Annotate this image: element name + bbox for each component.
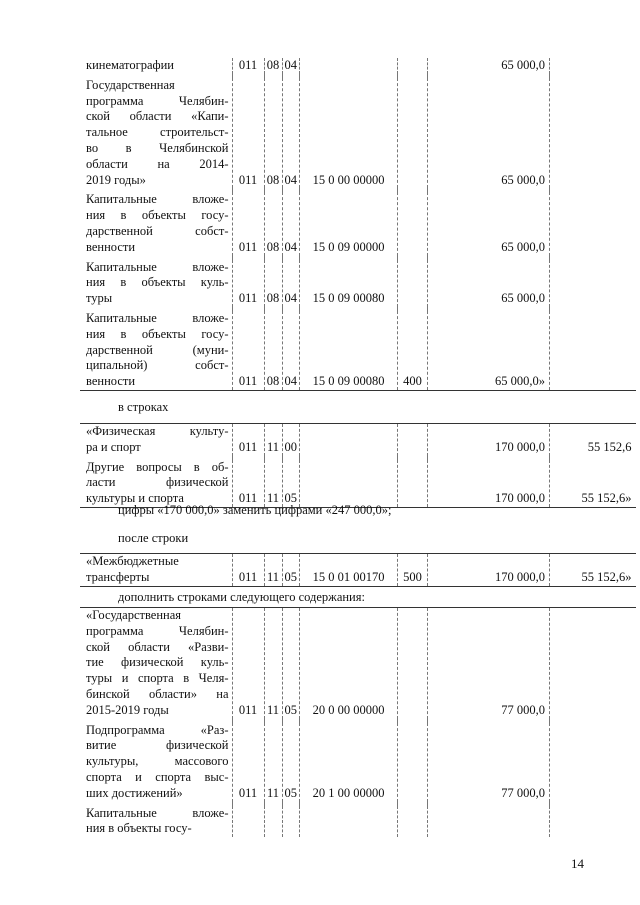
amount-cell: 170 000,0 [428,460,550,508]
row-name-line: тие физической куль- [86,655,229,670]
row-name-line: ших достижений» [86,785,183,800]
target-article-code: 15 0 09 00000 [300,192,398,255]
ministry-code: 011 [232,260,264,307]
row-name-line: Капитальные вложе- [86,805,229,820]
row-name-line: Подпрограмма «Раз- [86,722,229,737]
row-name-cell [80,554,232,587]
expense-type-code [398,806,428,838]
row-name-line: ласти физической [86,475,229,490]
row-name-line: трансферты [86,569,150,584]
ministry-code: 011 [232,608,264,719]
target-article-code: 15 0 09 00080 [300,311,398,390]
amount2-cell [550,78,636,189]
amount-cell: 77 000,0 [428,723,550,802]
row-name-line: дарственной собст- [86,223,229,238]
row-name-cell [80,608,232,719]
table-row [80,424,636,456]
row-name-cell [80,260,232,307]
row-name-line: тальное строительст- [86,125,229,140]
row-name-line: «Межбюджетные [86,554,179,568]
table-row [80,311,636,390]
subsection-code [282,806,300,838]
ministry-code [232,806,264,838]
caption-replace-figures: цифры «170 000,0» заменить цифрами «247 000,0»; [118,503,392,517]
section-code: 11 [264,608,282,719]
target-article-code [300,58,398,74]
row-name-line: ния в объекты госу- [86,821,192,836]
row-name-line: ской области «Капи- [86,109,229,124]
table-row [80,192,636,255]
target-article-code [300,806,398,838]
expense-type-code: 500 [398,554,428,587]
row-name-line: ской области «Разви- [86,639,229,654]
amount2-cell [550,806,636,838]
expense-type-code: 400 [398,311,428,390]
section-code: 08 [264,260,282,307]
caption-after-row: после строки [118,531,189,545]
subsection-code: 04 [282,192,300,255]
row-name-line: 2015-2019 годы [86,702,169,717]
ministry-code: 011 [232,311,264,390]
ministry-code: 011 [232,723,264,802]
amount-cell: 170 000,0 [428,554,550,587]
row-name-line: ния в объекты госу- [86,208,229,223]
section-code: 11 [264,723,282,802]
row-name-line: ра и спорт [86,439,141,454]
row-name-cell [80,424,232,456]
ministry-code: 011 [232,78,264,189]
section-code: 11 [264,554,282,587]
row-name-cell [80,192,232,255]
caption-add-rows: дополнить строками следующего содержания: [118,590,365,604]
subsection-code: 05 [282,723,300,802]
row-name-line: ния в объекты куль- [86,275,229,290]
expense-type-code [398,78,428,189]
row-name-line: во в Челябинской [86,140,229,155]
expense-type-code [398,608,428,719]
row-name-line: Капитальные вложе- [86,192,229,207]
row-name-line: Капитальные вложе- [86,310,229,325]
row-name-line: программа Челябин- [86,93,229,108]
section-code [264,806,282,838]
ministry-code: 011 [232,192,264,255]
target-article-code: 20 0 00 00000 [300,608,398,719]
subsection-code: 05 [282,460,300,508]
row-name-line: «Физическая культу- [86,424,229,438]
row-name-line: витие физической [86,738,229,753]
amount2-cell [550,311,636,390]
row-name-line: Другие вопросы в об- [86,459,229,474]
row-name-line: венности [86,239,136,254]
table-row [80,554,636,587]
table-row [80,723,636,802]
row-name-line: культуры и спорта [86,491,184,506]
budget-table-1 [80,58,636,391]
target-article-code [300,424,398,456]
subsection-code: 05 [282,554,300,587]
amount2-cell [550,723,636,802]
subsection-code: 00 [282,424,300,456]
table-row [80,608,636,719]
table-row [80,78,636,189]
section-code: 08 [264,311,282,390]
amount2-cell [550,192,636,255]
subsection-code: 04 [282,78,300,189]
amount2-cell: 55 152,6» [550,554,636,587]
budget-table-2 [80,423,636,508]
section-code: 11 [264,460,282,508]
row-name-line: культуры, массового [86,754,229,769]
row-name-line: бинской области» на [86,686,229,701]
row-name-line: ципальной) собст- [86,358,229,373]
row-name-line: ния в объекты госу- [86,326,229,341]
expense-type-code [398,58,428,74]
ministry-code: 011 [232,58,264,74]
budget-table-4 [80,607,636,837]
table-row [80,460,636,508]
row-name-cell [80,311,232,390]
section-code: 11 [264,424,282,456]
amount-cell [428,806,550,838]
subsection-code: 04 [282,58,300,74]
row-name-line: туры и спорта в Челя- [86,671,229,686]
amount-cell: 170 000,0 [428,424,550,456]
expense-type-code [398,260,428,307]
caption-in-rows: в строках [118,400,169,414]
amount2-cell: 55 152,6» [550,460,636,508]
expense-type-code [398,460,428,508]
budget-table-3 [80,553,636,587]
row-name-cell [80,78,232,189]
row-name-line: «Государственная [86,608,182,622]
row-name-line: спорта и спорта выс- [86,769,229,784]
expense-type-code [398,192,428,255]
target-article-code [300,460,398,508]
row-name-cell [80,723,232,802]
section-code: 08 [264,58,282,74]
target-article-code: 20 1 00 00000 [300,723,398,802]
row-name-line: кинематографии [86,58,175,72]
amount-cell: 65 000,0» [428,311,550,390]
amount-cell: 65 000,0 [428,192,550,255]
amount2-cell [550,608,636,719]
page-number: 14 [571,856,584,871]
row-name-line: программа Челябин- [86,623,229,638]
row-name-cell [80,58,232,74]
ministry-code: 011 [232,424,264,456]
target-article-code: 15 0 01 00170 [300,554,398,587]
target-article-code: 15 0 09 00080 [300,260,398,307]
row-name-line: дарственной (муни- [86,342,229,357]
table-row [80,260,636,307]
amount-cell: 77 000,0 [428,608,550,719]
table-row [80,58,636,74]
row-name-line: Государственная [86,77,175,92]
amount-cell: 65 000,0 [428,260,550,307]
expense-type-code [398,723,428,802]
row-name-cell [80,460,232,508]
row-name-line: венности [86,374,136,389]
ministry-code: 011 [232,460,264,508]
row-name-line: туры [86,291,113,306]
amount-cell: 65 000,0 [428,58,550,74]
amount-cell: 65 000,0 [428,78,550,189]
subsection-code: 04 [282,311,300,390]
expense-type-code [398,424,428,456]
target-article-code: 15 0 00 00000 [300,78,398,189]
row-name-cell [80,806,232,838]
row-name-line: Капитальные вложе- [86,259,229,274]
subsection-code: 05 [282,608,300,719]
ministry-code: 011 [232,554,264,587]
table-row [80,806,636,838]
section-code: 08 [264,192,282,255]
row-name-line: 2019 годы» [86,172,146,187]
amount2-cell: 55 152,6 [550,424,636,456]
row-name-line: области на 2014- [86,156,229,171]
section-code: 08 [264,78,282,189]
amount2-cell [550,260,636,307]
amount2-cell [550,58,636,74]
subsection-code: 04 [282,260,300,307]
